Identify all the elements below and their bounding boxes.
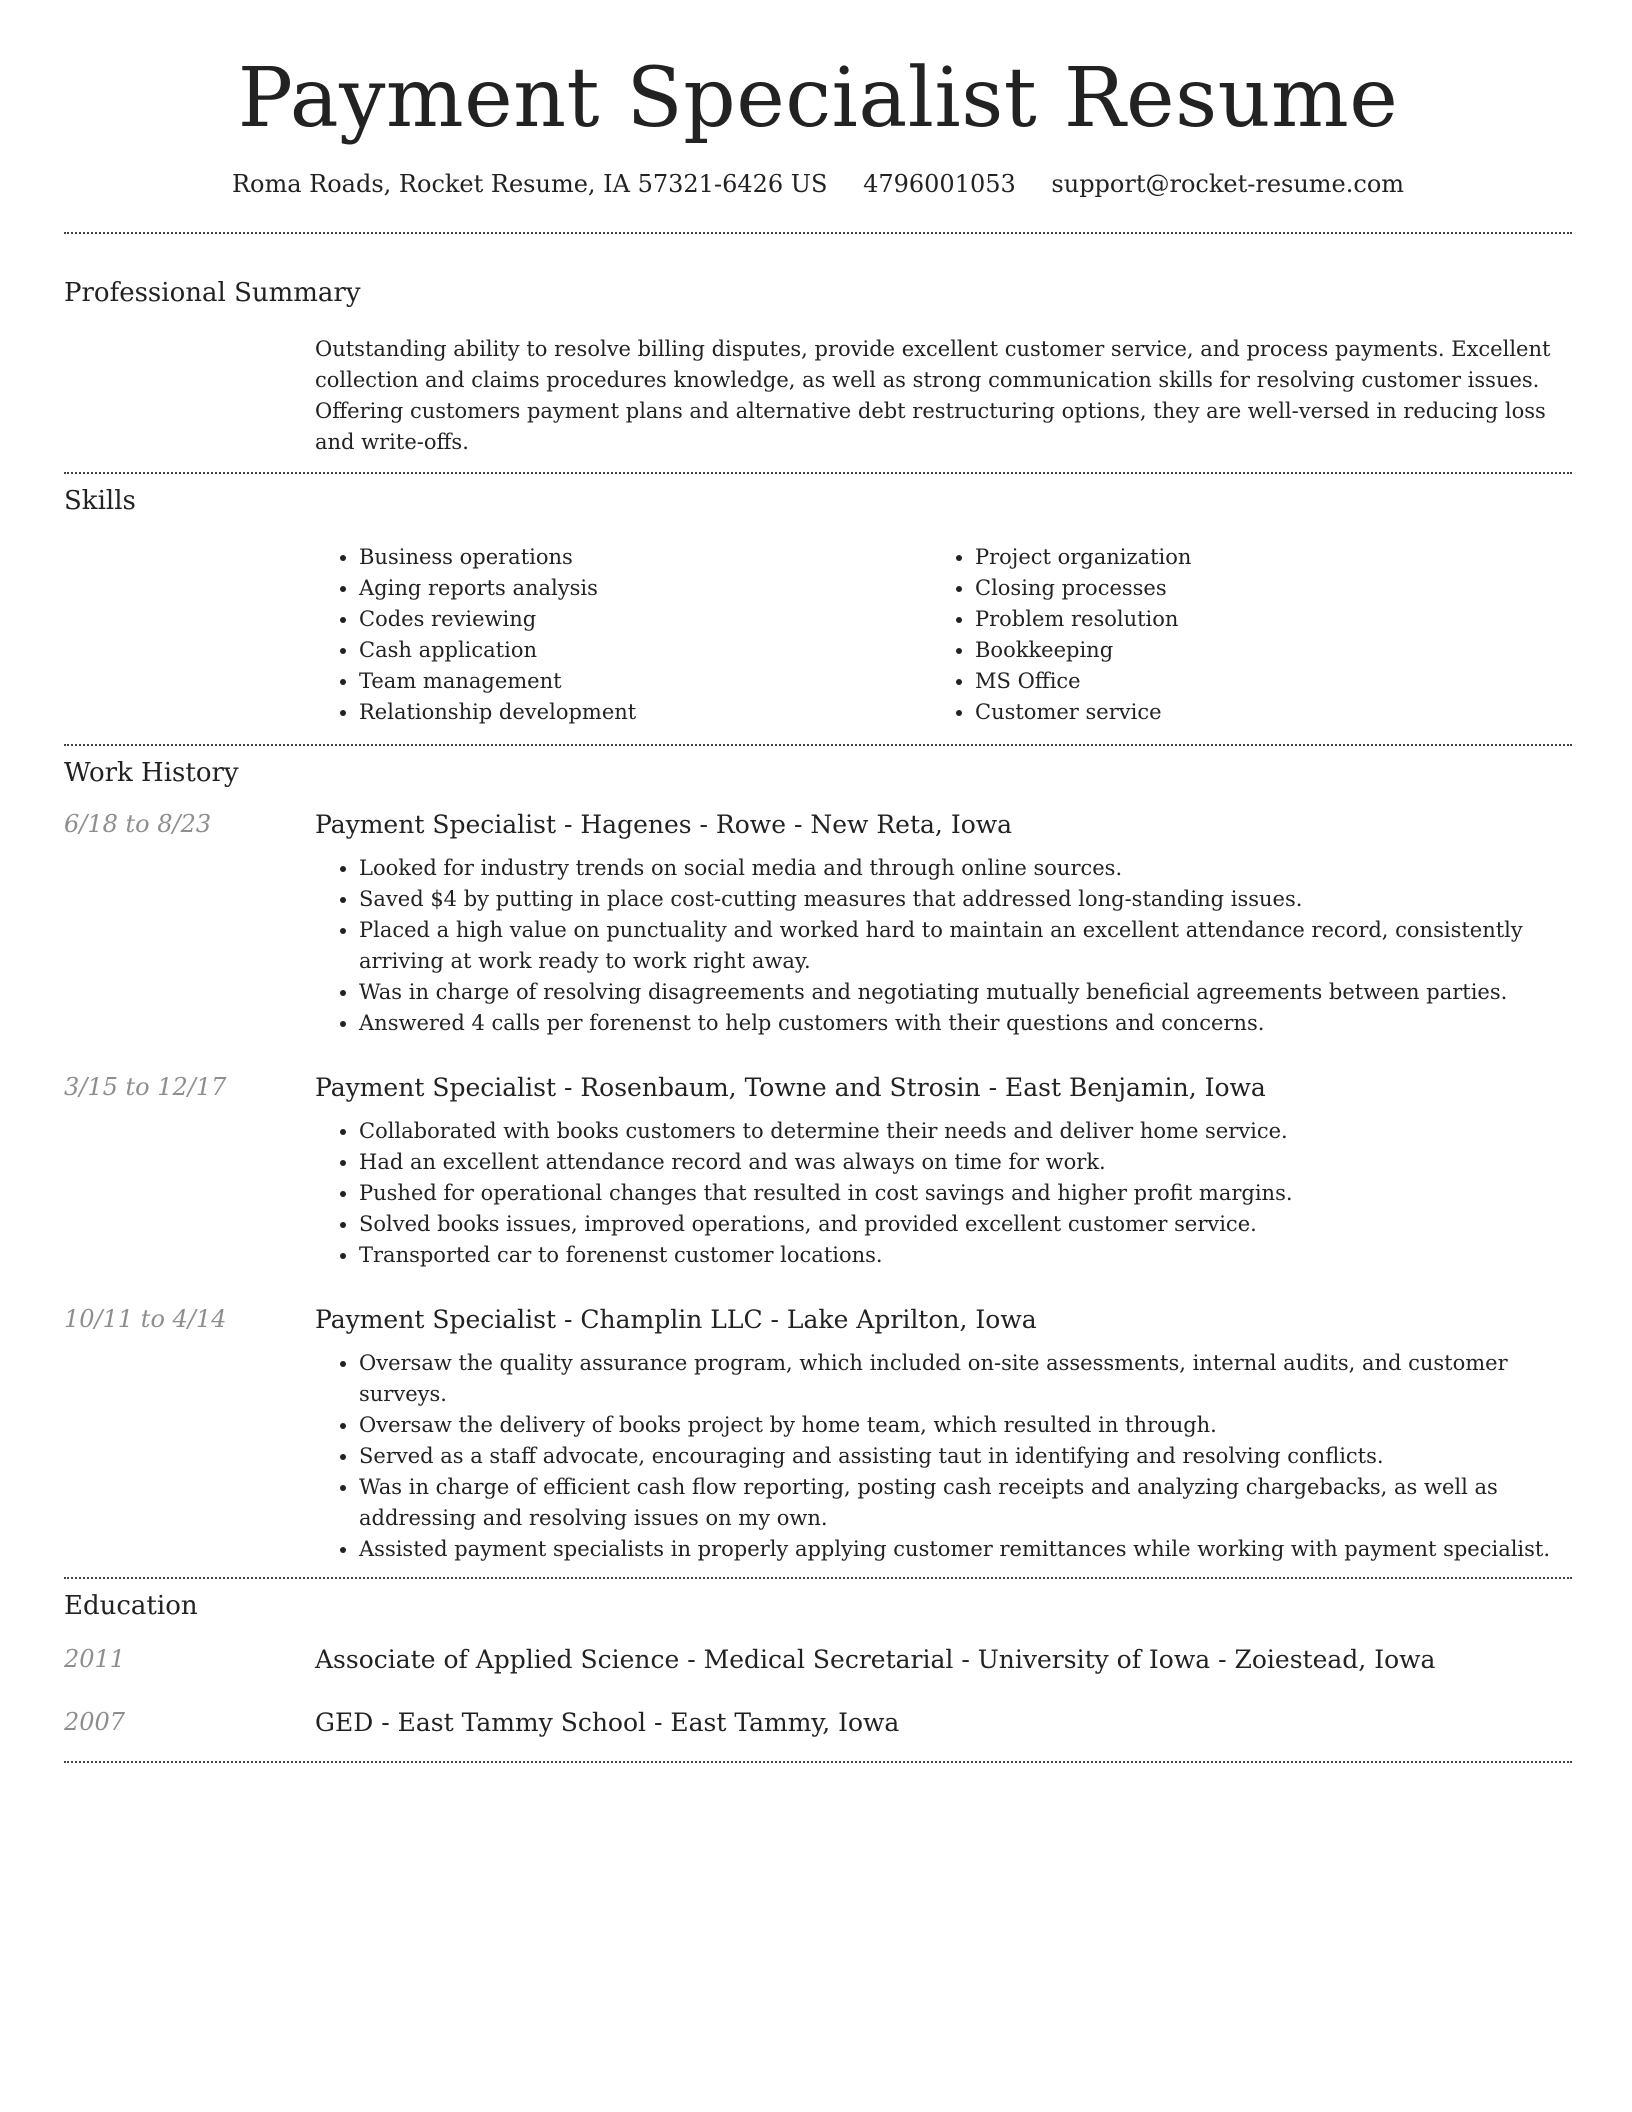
job-dates: 6/18 to 8/23 [64,810,212,838]
education-section [64,1591,1572,1737]
skill-item: • Aging reports analysis [359,573,931,604]
skill-item: • Bookkeeping [975,635,1547,666]
divider [64,472,1572,474]
skill-item: • MS Office [975,666,1547,697]
summary-heading: Professional Summary [64,278,361,308]
skill-item: • Codes reviewing [359,604,931,635]
job-bullet: • Was in charge of resolving disagreements and negotiating mutually beneficial agreements between parties. [359,977,1572,1008]
job-entry [64,1305,1572,1565]
skill-item: • Problem resolution [975,604,1547,635]
job-title: Payment Specialist - Champlin LLC - Lake Aprilton, Iowa [315,1305,1037,1334]
job-bullet: • Oversaw the delivery of books project by home team, which resulted in through. [359,1410,1572,1441]
job-bullet: • Solved books issues, improved operations, and provided excellent customer service. [359,1209,1572,1240]
summary-content [315,334,1572,458]
job-header [64,1073,1572,1102]
job-entry [64,810,1572,1039]
job-dates: 10/11 to 4/14 [64,1305,227,1333]
education-degree: Associate of Applied Science - Medical Secretarial - University of Iowa - Zoiestead, Iowa [315,1645,1436,1674]
summary-text: Outstanding ability to resolve billing disputes, provide excellent customer service, and process payments. Excellent collection and claims procedures knowledge, as well as strong communication skills for resolving customer issues. Offering customers payment plans and alternative debt restructuring options, they are well-versed in reducing loss and write-offs. [315,337,1551,454]
job-bullet: • Had an excellent attendance record and was always on time for work. [359,1147,1572,1178]
skill-item: • Cash application [359,635,931,666]
job-bullet: • Oversaw the quality assurance program, which included on-site assessments, internal audits, and customer surveys. [359,1348,1572,1410]
job-header [64,810,1572,839]
job-bullets [315,1348,1572,1565]
divider [64,1761,1572,1763]
job-dates: 3/15 to 12/17 [64,1073,227,1101]
contact-address: Roma Roads, Rocket Resume, IA 57321-6426 US [231,170,828,198]
education-entry [64,1645,1572,1674]
skill-item: • Closing processes [975,573,1547,604]
education-degree: GED - East Tammy School - East Tammy, Iowa [315,1708,900,1737]
job-bullet: • Assisted payment specialists in properly applying customer remittances while working with payment specialist. [359,1534,1572,1565]
job-bullet: • Was in charge of efficient cash flow reporting, posting cash receipts and analyzing chargebacks, as well as addressing and resolving issues on my own. [359,1472,1572,1534]
job-bullet: • Saved $4 by putting in place cost-cutting measures that addressed long-standing issues. [359,884,1572,915]
contact-email: support@rocket-resume.com [1051,170,1405,198]
divider [64,232,1572,234]
job-title: Payment Specialist - Rosenbaum, Towne and Strosin - East Benjamin, Iowa [315,1073,1266,1102]
education-year: 2011 [64,1645,126,1673]
job-bullet: • Placed a high value on punctuality and worked hard to maintain an excellent attendance record, consistently arriving at work ready to work right away. [359,915,1572,977]
skills-list-right [931,542,1547,728]
skills-list-left [315,542,931,728]
job-bullet: • Looked for industry trends on social media and through online sources. [359,853,1572,884]
skills-section [64,486,1572,728]
work-heading: Work History [64,758,239,788]
work-section [64,758,1572,1565]
job-bullet: • Transported car to forenenst customer locations. [359,1240,1572,1271]
job-bullet: • Pushed for operational changes that resulted in cost savings and higher profit margins. [359,1178,1572,1209]
job-entry [64,1073,1572,1271]
job-title: Payment Specialist - Hagenes - Rowe - New Reta, Iowa [315,810,1013,839]
job-bullets [315,1116,1572,1271]
divider [64,744,1572,746]
skills-grid [315,542,1572,728]
skill-item: • Project organization [975,542,1547,573]
contact-line [64,170,1572,198]
job-bullets [315,853,1572,1039]
contact-phone: 4796001053 [863,170,1016,198]
divider [64,1577,1572,1579]
summary-section [64,278,1572,458]
skill-item: • Relationship development [359,697,931,728]
job-header [64,1305,1572,1334]
skills-heading: Skills [64,486,136,516]
education-heading: Education [64,1591,198,1621]
job-bullet: • Answered 4 calls per forenenst to help customers with their questions and concerns. [359,1008,1572,1039]
skill-item: • Business operations [359,542,931,573]
resume-page [64,0,1572,1763]
education-entry [64,1708,1572,1737]
skill-item: • Customer service [975,697,1547,728]
education-year: 2007 [64,1708,126,1736]
resume-title: Payment Specialist Resume [237,51,1399,146]
skill-item: • Team management [359,666,931,697]
job-bullet: • Served as a staff advocate, encouraging and assisting taut in identifying and resolving conflicts. [359,1441,1572,1472]
job-bullet: • Collaborated with books customers to determine their needs and deliver home service. [359,1116,1572,1147]
